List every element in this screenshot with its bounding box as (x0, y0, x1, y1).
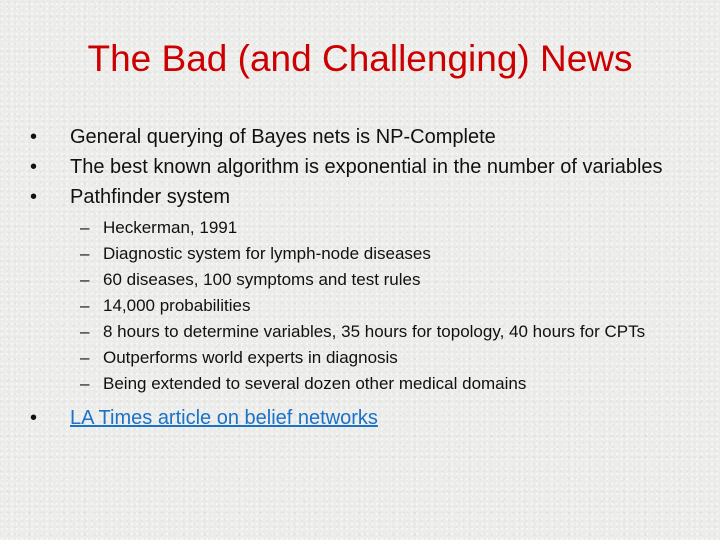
sub-bullet-text: Diagnostic system for lymph-node diseases (103, 244, 431, 263)
dash-icon: – (80, 270, 90, 289)
bullet-text: Pathfinder system (70, 186, 231, 208)
sub-bullet-list (30, 216, 690, 395)
sub-bullet-item (30, 346, 690, 369)
sub-bullet-text: Outperforms world experts in diagnosis (103, 348, 398, 367)
slide-body (30, 126, 690, 437)
bullet-icon: • (30, 407, 38, 429)
bullet-item (30, 407, 690, 429)
dash-icon: – (80, 322, 90, 341)
sub-bullet-text: 60 diseases, 100 symptoms and test rules (103, 270, 421, 289)
bullet-icon: • (30, 186, 38, 208)
dash-icon: – (80, 374, 90, 393)
sub-bullet-text: 14,000 probabilities (103, 296, 251, 315)
bullet-text: General querying of Bayes nets is NP-Complete (70, 126, 496, 148)
sub-bullet-text: Being extended to several dozen other medical domains (103, 374, 527, 393)
sub-bullet-item (30, 372, 690, 395)
dash-icon: – (80, 296, 90, 315)
sub-bullet-item (30, 268, 690, 291)
bullet-item (30, 186, 690, 208)
bullet-text: The best known algorithm is exponential in the number of variables (70, 156, 663, 178)
sub-bullet-item (30, 294, 690, 317)
bullet-icon: • (30, 126, 38, 148)
dash-icon: – (80, 218, 90, 237)
dash-icon: – (80, 348, 90, 367)
bullet-icon: • (30, 156, 38, 178)
sub-bullet-item (30, 320, 690, 343)
sub-bullet-text: 8 hours to determine variables, 35 hours for topology, 40 hours for CPTs (103, 322, 646, 341)
slide-title: The Bad (and Challenging) News (87, 38, 633, 79)
bullet-item (30, 126, 690, 148)
bullet-item (30, 156, 690, 178)
dash-icon: – (80, 244, 90, 263)
sub-bullet-text: Heckerman, 1991 (103, 218, 238, 237)
la-times-article-link[interactable]: LA Times article on belief networks (70, 407, 378, 429)
sub-bullet-item (30, 216, 690, 239)
sub-bullet-item (30, 242, 690, 265)
